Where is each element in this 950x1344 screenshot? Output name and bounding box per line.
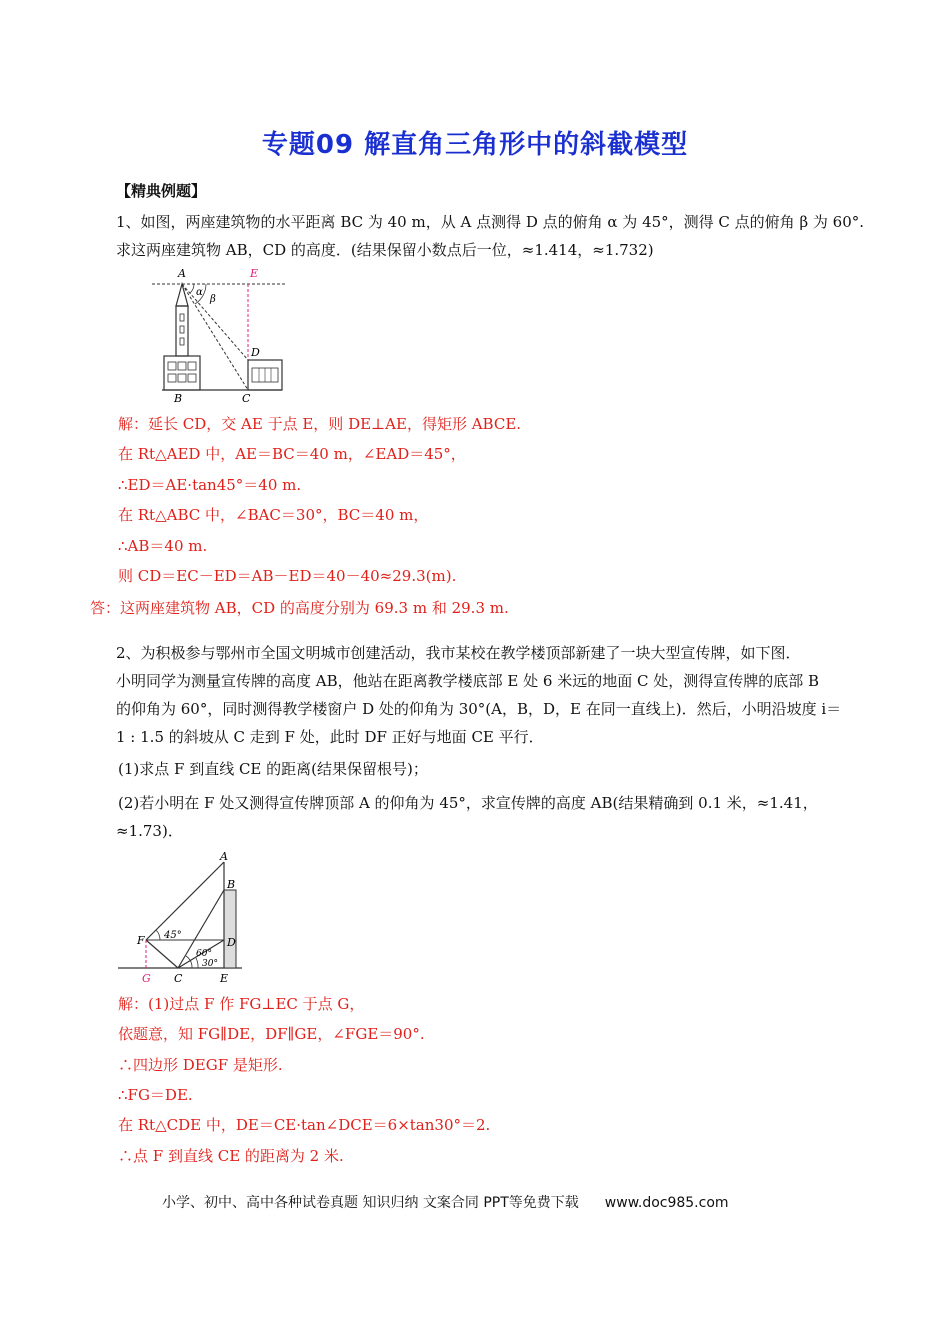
label-C: C — [242, 392, 251, 404]
problem1-solution-4: 在 Rt△ABC 中，∠BAC＝30°，BC＝40 m， — [118, 506, 429, 524]
problem2-figure — [116, 850, 256, 988]
problem1-solution-3: ∴ED＝AE·tan45°＝40 m. — [118, 476, 302, 494]
problem2-solution-6: ∴点 F 到直线 CE 的距离为 2 米. — [118, 1147, 344, 1165]
problem2-question-2-cont: ≈1.73)． — [116, 822, 183, 840]
problem2-line-2: 小明同学为测量宣传牌的高度 AB，他站在距离教学楼底部 E 处 6 米远的地面 C 处，测得宣传牌的底部 B — [116, 672, 819, 690]
label-A: A — [178, 267, 186, 280]
label-B: B — [227, 878, 236, 891]
label-C: C — [174, 972, 183, 985]
footer — [162, 1192, 729, 1212]
label-E: E — [220, 972, 229, 985]
problem2-solution-3: ∴四边形 DEGF 是矩形. — [118, 1056, 283, 1074]
problem1-line-1: 1、如图，两座建筑物的水平距离 BC 为 40 m，从 A 点测得 D 点的俯角 α 为 45°，测得 C 点的俯角 β 为 60°. — [116, 213, 865, 231]
page-title: 专题09 解直角三角形中的斜截模型 — [261, 130, 689, 160]
problem1-solution-2: 在 Rt△AED 中，AE＝BC＝40 m，∠EAD＝45°， — [118, 445, 466, 463]
label-D: D — [251, 346, 260, 359]
footer-text: 小学、初中、高中各种试卷真题 知识归纳 文案合同 PPT等免费下载 — [162, 1195, 579, 1211]
label-E: E — [250, 267, 259, 280]
problem2-question-1: (1)求点 F 到直线 CE 的距离(结果保留根号)； — [118, 760, 428, 778]
problem1-solution-1: 解：延长 CD，交 AE 于点 E，则 DE⊥AE，得矩形 ABCE. — [118, 415, 522, 433]
label-G: G — [142, 972, 151, 985]
problem2-solution-2: 依题意，知 FG∥DE，DF∥GE，∠FGE＝90°. — [118, 1025, 425, 1043]
problem2-line-1: 2、为积极参与鄂州市全国文明城市创建活动，我市某校在教学楼顶部新建了一块大型宣传牌，如下图． — [116, 644, 801, 662]
problem2-solution-5: 在 Rt△CDE 中，DE＝CE·tan∠DCE＝6×tan30°＝2. — [118, 1116, 491, 1134]
problem2-solution-4: ∴FG＝DE. — [118, 1086, 193, 1104]
label-60: 60° — [196, 949, 212, 959]
problem2-line-3: 的仰角为 60°，同时测得教学楼窗户 D 处的仰角为 30°(A，B，D，E 在同一直线上)．然后，小明沿坡度 i＝ — [116, 700, 842, 718]
label-45: 45° — [164, 930, 182, 941]
problem1-answer: 答：这两座建筑物 AB，CD 的高度分别为 69.3 m 和 29.3 m. — [90, 599, 509, 617]
label-B: B — [174, 392, 183, 404]
problem1-solution-5: ∴AB＝40 m. — [118, 537, 208, 555]
footer-url[interactable]: www.doc985.com — [604, 1195, 729, 1211]
label-alpha: α — [196, 287, 203, 298]
label-A: A — [220, 850, 228, 863]
label-F: F — [137, 934, 145, 947]
label-D: D — [227, 936, 236, 949]
problem1-figure — [148, 264, 290, 404]
label-beta: β — [210, 294, 216, 305]
section-heading: 【精典例题】 — [116, 182, 207, 200]
problem1-solution-6: 则 CD＝EC－ED＝AB－ED＝40－40≈29.3(m). — [118, 567, 457, 585]
problem2-solution-1: 解：(1)过点 F 作 FG⊥EC 于点 G， — [118, 995, 365, 1013]
problem1-line-2: 求这两座建筑物 AB，CD 的高度．(结果保留小数点后一位，≈1.414，≈1.732) — [116, 241, 654, 259]
problem2-question-2: (2)若小明在 F 处又测得宣传牌顶部 A 的仰角为 45°，求宣传牌的高度 AB(结果精确到 0.1 米，≈1.41， — [118, 794, 818, 812]
label-30: 30° — [202, 959, 218, 969]
problem2-line-4: 1 : 1.5 的斜坡从 C 走到 F 处，此时 DF 正好与地面 CE 平行． — [116, 728, 544, 746]
